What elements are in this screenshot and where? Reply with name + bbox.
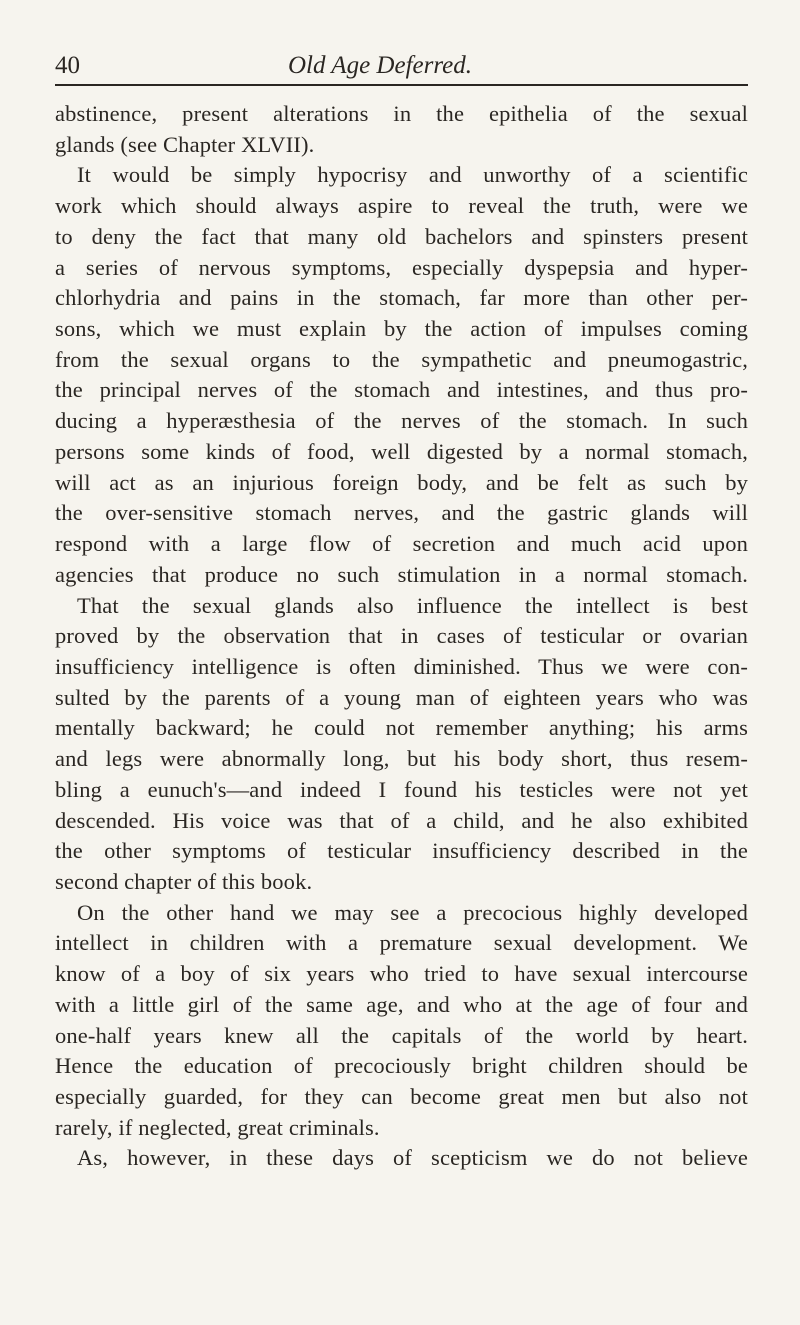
running-title: Old Age Deferred. xyxy=(288,52,472,79)
text-line: second chapter of this book. xyxy=(55,868,313,894)
text-line: chlorhydria and pains in the stomach, far more than other per- xyxy=(55,285,748,311)
text-line: the over-sensitive stomach nerves, and the gastric glands will xyxy=(55,500,748,526)
text-line: work which should always aspire to reveal the truth, were we xyxy=(55,193,748,219)
text-line: rarely, if neglected, great criminals. xyxy=(55,1114,380,1140)
text-line: proved by the observation that in cases of testicular or ovarian xyxy=(55,623,748,649)
text-line: persons some kinds of food, well digested by a normal stomach, xyxy=(55,438,748,464)
text-line: from the sexual organs to the sympathetic and pneumogastric, xyxy=(55,346,748,372)
text-line: will act as an injurious foreign body, and be felt as such by xyxy=(55,469,748,495)
text-line: It would be simply hypocrisy and unworthy of a scientific xyxy=(77,162,748,188)
text-line: and legs were abnormally long, but his body short, thus resem- xyxy=(55,746,748,772)
text-line: agencies that produce no such stimulation in a normal stomach. xyxy=(55,561,748,587)
text-line: one-half years knew all the capitals of the world by heart. xyxy=(55,1022,748,1048)
text-line: sulted by the parents of a young man of eighteen years who was xyxy=(55,684,748,710)
text-line: the other symptoms of testicular insufficiency described in the xyxy=(55,838,748,864)
text-line: glands (see Chapter XLVII). xyxy=(55,131,315,157)
text-line: a series of nervous symptoms, especially dyspepsia and hyper- xyxy=(55,254,748,280)
text-line: intellect in children with a premature sexual development. We xyxy=(55,930,748,956)
text-line: sons, which we must explain by the action of impulses coming xyxy=(55,316,748,342)
text-line: to deny the fact that many old bachelors and spinsters present xyxy=(55,223,748,249)
text-line: know of a boy of six years who tried to have sexual intercourse xyxy=(55,961,748,987)
text-line: Hence the education of precociously bright children should be xyxy=(55,1053,748,1079)
text-line: respond with a large flow of secretion and much acid upon xyxy=(55,531,748,557)
text-line: That the sexual glands also influence the intellect is best xyxy=(77,592,748,618)
text-line: As, however, in these days of scepticism we do not believe xyxy=(77,1145,748,1171)
page-number: 40 xyxy=(55,52,80,79)
page-header xyxy=(55,52,748,86)
text-line: ducing a hyperæsthesia of the nerves of the stomach. In such xyxy=(55,408,748,434)
body-text xyxy=(55,99,748,1174)
text-line: bling a eunuch's—and indeed I found his testicles were not yet xyxy=(55,776,748,802)
text-line: the principal nerves of the stomach and intestines, and thus pro- xyxy=(55,377,748,403)
text-line: with a little girl of the same age, and who at the age of four and xyxy=(55,991,748,1017)
text-line: On the other hand we may see a precocious highly developed xyxy=(77,899,748,925)
text-line: especially guarded, for they can become great men but also not xyxy=(55,1084,748,1109)
text-line: insufficiency intelligence is often diminished. Thus we were con- xyxy=(55,653,748,679)
text-line: mentally backward; he could not remember anything; his arms xyxy=(55,715,748,741)
text-line: descended. His voice was that of a child, and he also exhibited xyxy=(55,807,748,833)
text-line: abstinence, present alterations in the epithelia of the sexual xyxy=(55,101,748,126)
